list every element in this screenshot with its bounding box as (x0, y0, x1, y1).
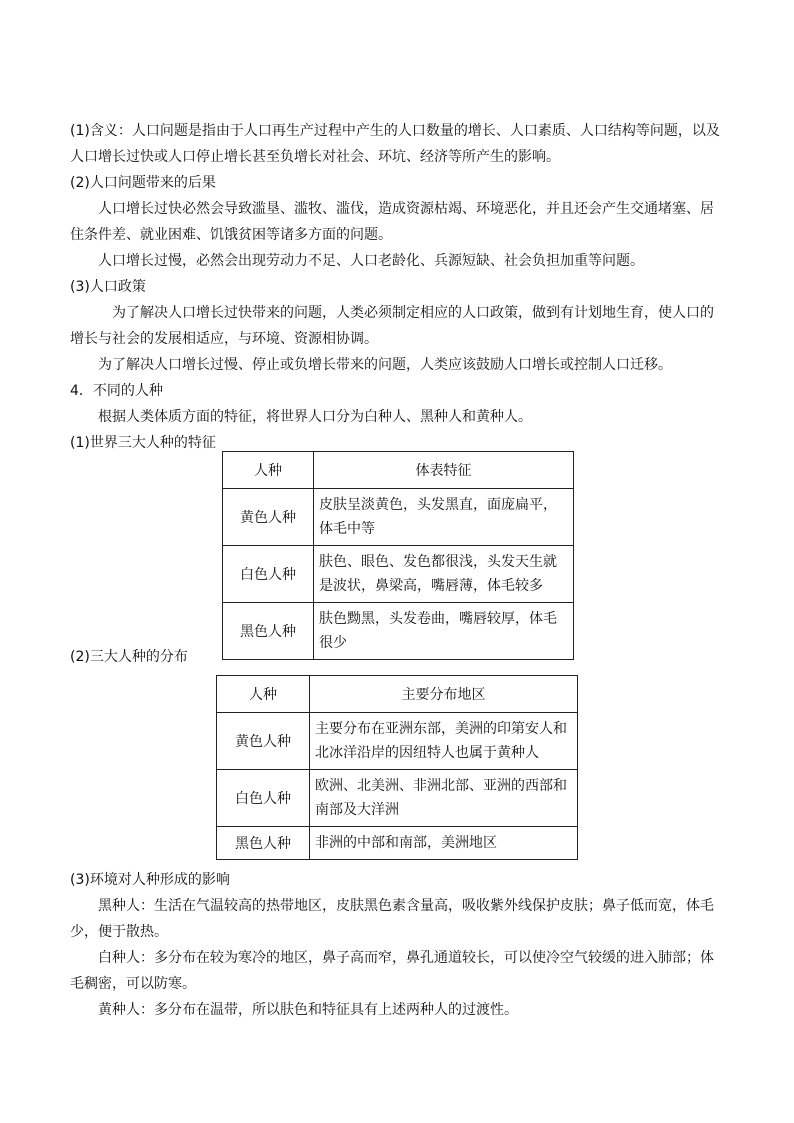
paragraph-policy-slow: 为了解决人口增长过慢、停止或负增长带来的问题，人类应该鼓励人口增长或控制人口迁移。 (98, 357, 672, 373)
text-block-bottom (70, 867, 726, 1023)
header-race: 人种 (217, 676, 310, 713)
race-distribution: 欧洲、北美洲、非洲北部、亚洲的西部和南部及大洋洲 (310, 770, 578, 827)
heading-policy: (3)人口政策 (70, 279, 146, 295)
race-name: 黑色人种 (217, 827, 310, 860)
heading-consequences: (2)人口问题带来的后果 (70, 175, 216, 191)
race-name: 黄色人种 (217, 713, 310, 770)
heading-races: 4．不同的人种 (70, 383, 163, 399)
heading-race-features: (1)世界三大人种的特征 (70, 435, 216, 451)
paragraph-races-intro: 根据人类体质方面的特征，将世界人口分为白种人、黑种人和黄种人。 (98, 409, 532, 425)
heading-race-distribution: (2)三大人种的分布 (70, 649, 188, 665)
table-row (223, 489, 574, 546)
paragraph-yellow-race: 黄种人：多分布在温带，所以肤色和特征具有上述两种人的过渡性。 (98, 1002, 518, 1018)
definition-paragraph: (1)含义：人口问题是指由于人口再生产过程中产生的人口数量的增长、人口素质、人口结构等问题，以及人口增长过快或人口停止增长甚至负增长对社会、环坑、经济等所产生的影响。 (70, 123, 720, 165)
race-distribution: 主要分布在亚洲东部，美洲的印第安人和北冰洋沿岸的因纽特人也属于黄种人 (310, 713, 578, 770)
race-name: 黄色人种 (223, 489, 314, 546)
paragraph-white-race: 白种人：多分布在较为寒冷的地区，鼻子高而窄，鼻孔通道较长，可以使冷空气较缓的进入肺部；体毛稠密，可以防寒。 (70, 950, 714, 992)
table-row (223, 546, 574, 603)
race-features: 皮肤呈淡黄色，头发黑直，面庞扁平，体毛中等 (314, 489, 574, 546)
race-distribution-table (216, 675, 578, 860)
paragraph-fast-growth: 人口增长过快必然会导致滥垦、滥牧、滥伐，造成资源枯竭、环境恶化，并且还会产生交通堵塞、居住条件差、就业困难、饥饿贫困等诸多方面的问题。 (70, 201, 714, 243)
race-features: 肤色黝黑，头发卷曲，嘴唇较厚，体毛很少 (314, 603, 574, 660)
race-distribution: 非洲的中部和南部，美洲地区 (310, 827, 578, 860)
race-features: 肤色、眼色、发色都很浅，头发天生就是波状，鼻梁高，嘴唇薄，体毛较多 (314, 546, 574, 603)
race-features-table (222, 451, 574, 660)
header-race: 人种 (223, 452, 314, 489)
table-row (217, 827, 578, 860)
paragraph-slow-growth: 人口增长过慢，必然会出现劳动力不足、人口老龄化、兵源短缺、社会负担加重等问题。 (98, 253, 644, 269)
race-name: 白色人种 (217, 770, 310, 827)
table-header-row (223, 452, 574, 489)
table-row (217, 770, 578, 827)
table-header-row (217, 676, 578, 713)
race-name: 白色人种 (223, 546, 314, 603)
header-features: 体表特征 (314, 452, 574, 489)
table-row (217, 713, 578, 770)
paragraph-policy-fast: 为了解决人口增长过快带来的问题，人类必须制定相应的人口政策，做到有计划地生育，使人口的增长与社会的发展相适应，与环境、资源相协调。 (70, 305, 714, 347)
text-block-top (70, 118, 726, 456)
paragraph-black-race: 黑种人：生活在气温较高的热带地区，皮肤黑色素含量高，吸收紫外线保护皮肤；鼻子低而宽，体毛少，便于散热。 (70, 898, 714, 940)
race-name: 黑色人种 (223, 603, 314, 660)
header-distribution: 主要分布地区 (310, 676, 578, 713)
heading-environment: (3)环境对人种形成的影响 (70, 872, 230, 888)
